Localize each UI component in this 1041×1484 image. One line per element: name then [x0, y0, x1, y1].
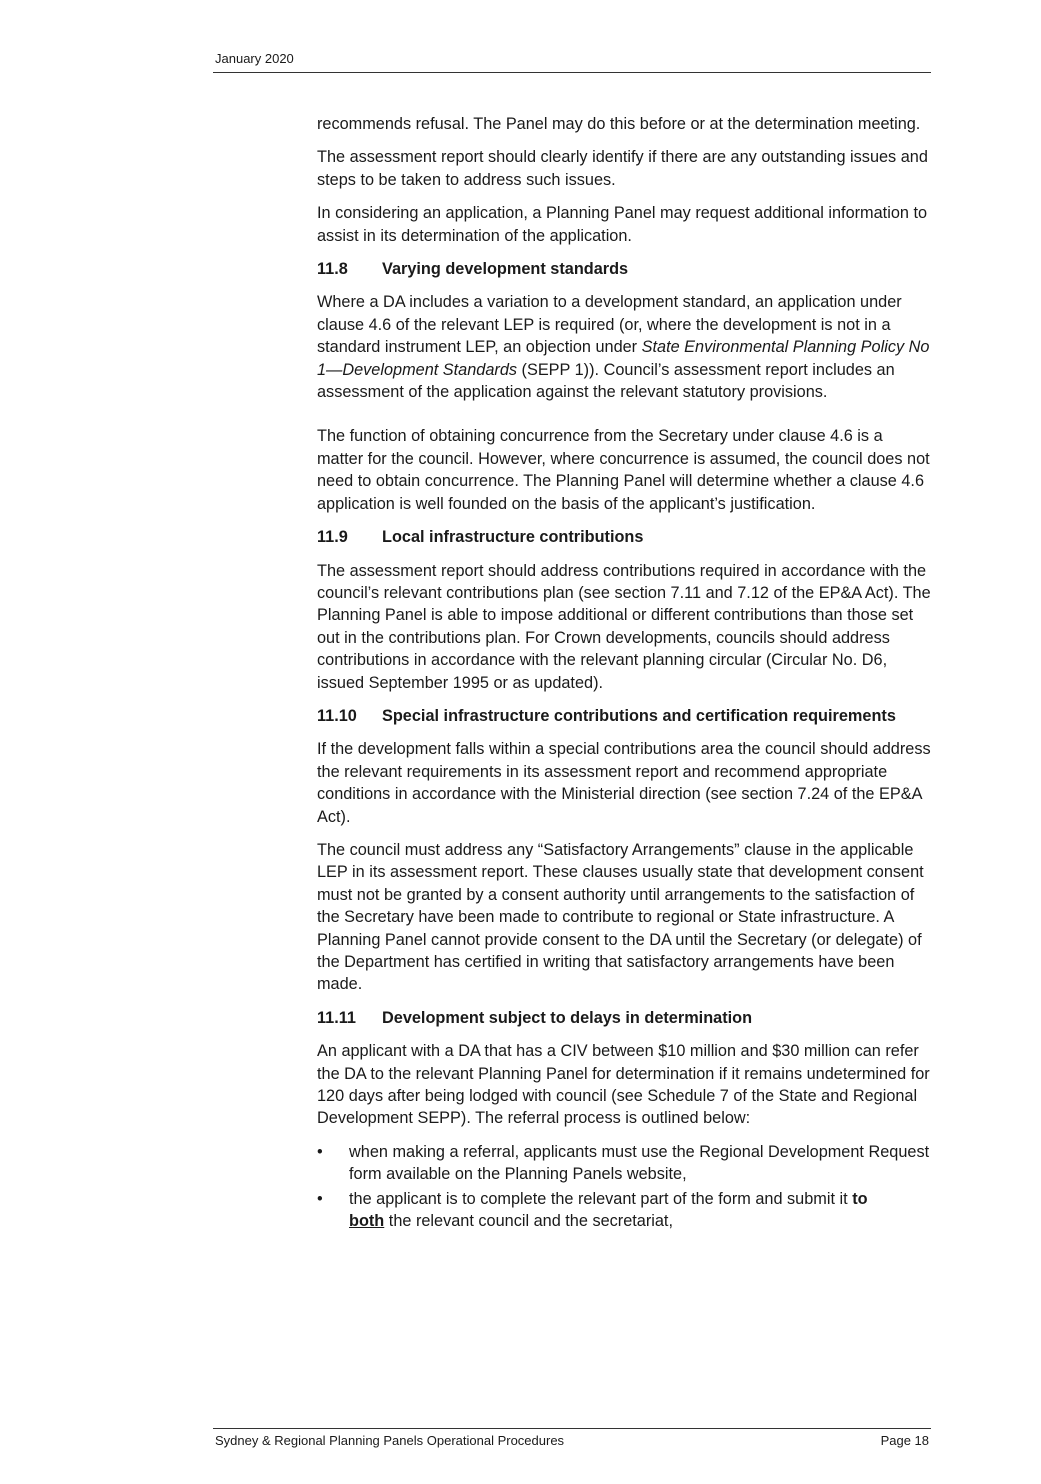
- document-body: [317, 113, 931, 1234]
- list-item-text: when making a referral, applicants must use the Regional Development Request form available on the Planning Panels website,: [349, 1142, 930, 1184]
- section-number: 11.9: [317, 528, 348, 547]
- paragraph: The assessment report should clearly identify if there are any outstanding issues and steps to be taken to address such issues.: [317, 148, 928, 189]
- section-title: Local infrastructure contributions: [382, 528, 644, 547]
- section-title: Varying development standards: [382, 260, 629, 279]
- text-run: the applicant is to complete the relevant part of the form and submit it: [349, 1189, 853, 1208]
- paragraph: The function of obtaining concurrence from the Secretary under clause 4.6 is a matter for the council. However, where concurrence is assumed, the council does not need to obtain concurrence. The Planning Panel will determine whether a clause 4.6 application is well founded on the basis of the applicant’s justification.: [317, 427, 930, 513]
- paragraph: The council must address any “Satisfactory Arrangements” clause in the applicable LEP in its assessment report. These clauses usually state that development consent must not be granted by a consent authority until arrangements to the satisfaction of the Secretary have been made to contribute to regional or State infrastructure. A Planning Panel cannot provide consent to the DA until the Secretary (or delegate) of the Department has certified in writing that satisfactory arrangements have been made.: [317, 840, 924, 994]
- paragraph: In considering an application, a Planning Panel may request additional information to assist in its determination of the application.: [317, 204, 928, 245]
- footer-title: Sydney & Regional Planning Panels Operational Procedures: [215, 1433, 565, 1448]
- text-run: (SEPP 1)). Council’s assessment report includes an assessment of the application against the relevant statutory provisions.: [317, 360, 895, 402]
- section-number: 11.10: [317, 706, 357, 725]
- section-heading-11-9: [317, 526, 931, 548]
- text-run: the relevant council and the secretariat,: [384, 1212, 673, 1231]
- paragraph: An applicant with a DA that has a CIV between $10 million and $30 million can refer the DA to the relevant Planning Panel for determination if it remains undetermined for 120 days after being lodged with council (see Schedule 7 of the State and Regional Development SEPP). The referral process is outlined below:: [317, 1042, 930, 1128]
- list-item: [317, 1141, 931, 1186]
- section-heading-11-11: [317, 1007, 931, 1029]
- page-footer: [213, 1428, 931, 1453]
- paragraph: recommends refusal. The Panel may do this before or at the determination meeting.: [317, 115, 921, 133]
- page-number: Page 18: [880, 1433, 929, 1448]
- header-date: January 2020: [215, 51, 294, 66]
- list-item: [317, 1188, 931, 1233]
- page-header: [213, 50, 931, 73]
- paragraph: [317, 291, 931, 403]
- section-title: Development subject to delays in determination: [382, 1008, 753, 1027]
- bold-text: to: [852, 1189, 868, 1208]
- bullet-icon: •: [317, 1142, 323, 1161]
- italic-citation: State Environmental Planning Policy No 1—Development Standards: [317, 338, 930, 379]
- section-number: 11.11: [317, 1008, 356, 1027]
- referral-process-list: [317, 1141, 931, 1233]
- bold-underline-text: both: [349, 1212, 385, 1231]
- section-heading-11-8: [317, 258, 931, 280]
- section-number: 11.8: [317, 260, 348, 279]
- section-heading-11-10: [317, 705, 931, 727]
- bullet-icon: •: [317, 1189, 323, 1208]
- paragraph: The assessment report should address contributions required in accordance with the council’s relevant contributions plan (see section 7.11 and 7.12 of the EP&A Act). The Planning Panel is able to impose additional or different contributions than those set out in the contributions plan. For Crown developments, councils should address contributions in accordance with the relevant planning circular (Circular No. D6, issued September 1995 or as updated).: [317, 561, 931, 692]
- list-item-text: [349, 1190, 868, 1230]
- paragraph: If the development falls within a special contributions area the council should address the relevant requirements in its assessment report and recommend appropriate conditions in accordance with the Ministerial direction (see section 7.24 of the EP&A Act).: [317, 740, 931, 826]
- text-run: Where a DA includes a variation to a development standard, an application under clause 4.6 of the relevant LEP is required (or, where the development is not in a standard instrument LEP, an objection under: [317, 293, 902, 357]
- section-title: Special infrastructure contributions and certification requirements: [382, 706, 896, 725]
